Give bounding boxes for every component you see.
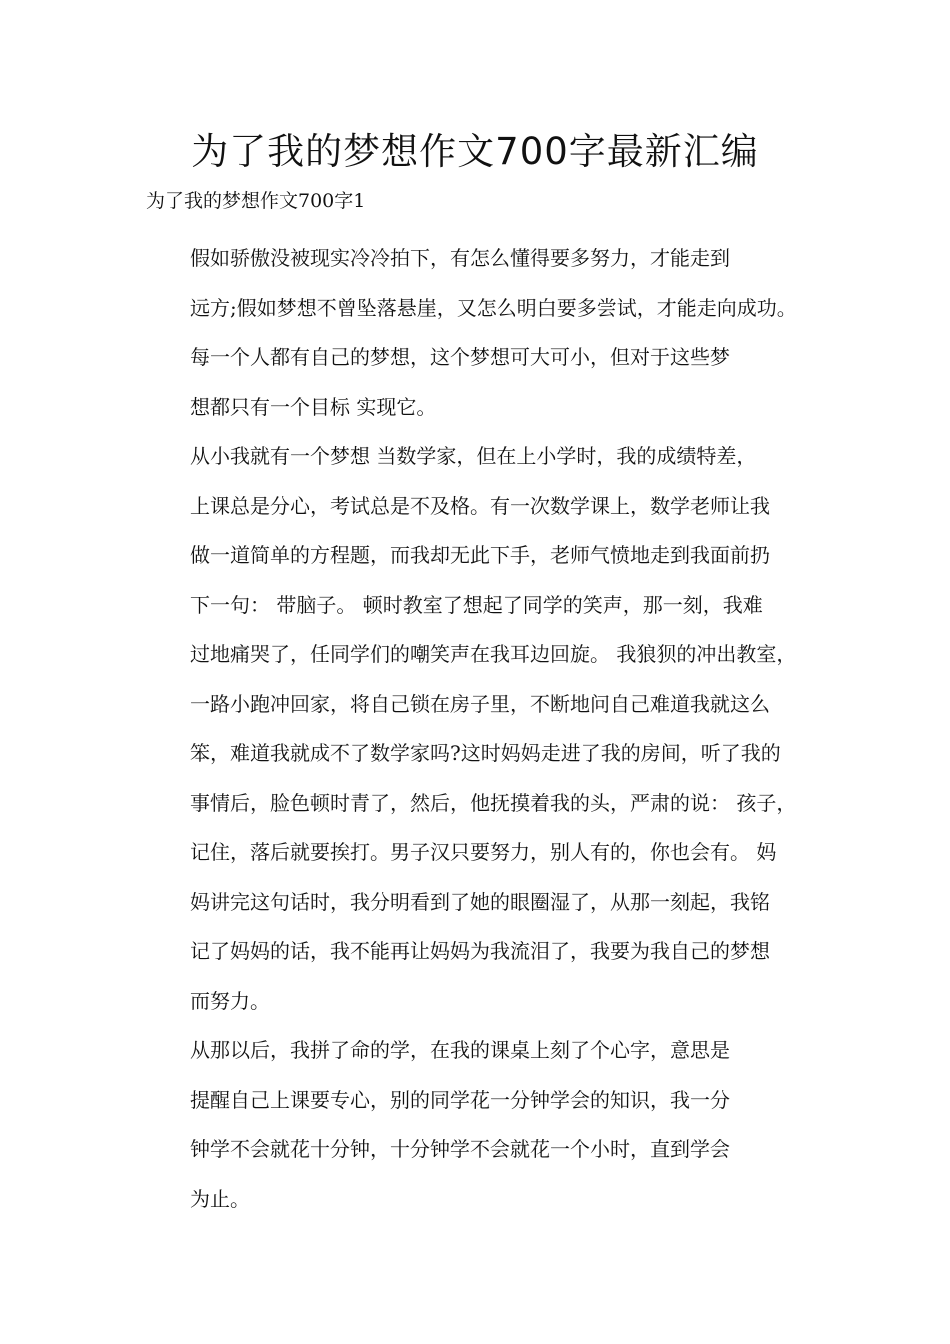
- paragraph-2: [146, 333, 826, 432]
- paragraph-5: [146, 1125, 826, 1224]
- text-line: 从那以后，我拼了命的学，在我的课桌上刻了个心字，意思是: [190, 1038, 730, 1062]
- text-line: 过地痛哭了，任同学们的嘲笑声在我耳边回旋。 我狼狈的冲出教室，: [190, 642, 797, 666]
- text-line: 做一道简单的方程题，而我却无此下手，老师气愤地走到我面前扔: [190, 543, 770, 567]
- text-line: 每一个人都有自己的梦想，这个梦想可大可小，但对于这些梦: [190, 345, 730, 369]
- article-body: [146, 234, 826, 1224]
- text-line: 笨，难道我就成不了数学家吗?这时妈妈走进了我的房间，听了我的: [190, 741, 781, 765]
- text-line: 想都只有一个目标 实现它。: [190, 394, 437, 419]
- text-line: 为止。: [190, 1186, 250, 1211]
- text-line: 事情后，脸色顿时青了，然后，他抚摸着我的头，严肃的说： 孩子，: [190, 790, 797, 815]
- text-line: 一路小跑冲回家，将自己锁在房子里，不断地问自己难道我就这么: [190, 691, 770, 716]
- paragraph-1: [146, 234, 826, 333]
- text-line: 下一句： 带脑子。 顿时教室了想起了同学的笑声，那一刻，我难: [190, 592, 763, 617]
- text-line: 提醒自己上课要专心，别的同学花一分钟学会的知识，我一分: [190, 1087, 730, 1112]
- text-line: 记住，落后就要挨打。男子汉只要努力，别人有的，你也会有。 妈: [190, 840, 777, 864]
- text-line: 钟学不会就花十分钟，十分钟学不会就花一个小时，直到学会: [190, 1137, 730, 1161]
- section-heading: 为了我的梦想作文700字1: [146, 190, 366, 212]
- paragraph-4: [146, 1026, 826, 1125]
- text-line: 妈讲完这句话时，我分明看到了她的眼圈湿了，从那一刻起，我铭: [190, 889, 770, 914]
- text-line: 远方;假如梦想不曾坠落悬崖，又怎么明白要多尝试，才能走向成功。: [190, 295, 797, 320]
- text-line: 从小我就有一个梦想 当数学家，但在上小学时，我的成绩特差，: [190, 444, 757, 468]
- text-line: 上课总是分心，考试总是不及格。有一次数学课上，数学老师让我: [190, 493, 770, 518]
- text-line: 而努力。: [190, 988, 270, 1013]
- text-line: 假如骄傲没被现实冷冷拍下，有怎么懂得要多努力，才能走到: [190, 246, 730, 270]
- document-title: 为了我的梦想作文700字最新汇编: [191, 130, 759, 173]
- text-line: 记了妈妈的话，我不能再让妈妈为我流泪了，我要为我自己的梦想: [190, 939, 770, 963]
- paragraph-3: [146, 432, 826, 1026]
